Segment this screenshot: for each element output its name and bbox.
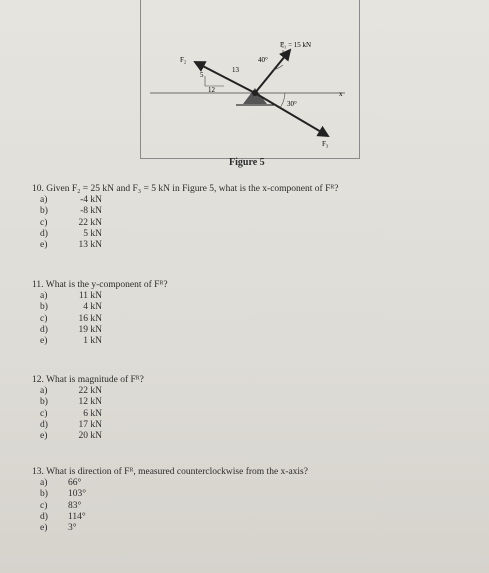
option-list: [40, 478, 308, 534]
f2-label: F₂: [180, 56, 187, 64]
question-13: [32, 467, 308, 534]
question-10: [32, 184, 338, 251]
option-list: [40, 386, 144, 442]
option-c: c) 22 kN: [40, 217, 102, 228]
question-stem: 13. What is direction of Fᴿ, measured counterclockwise from the x-axis?: [32, 467, 308, 477]
option-e: e) 13 kN: [40, 240, 102, 251]
option-c: c) 16 kN: [40, 313, 102, 324]
slope-5-label: 5: [200, 71, 204, 79]
f2-vector: [195, 62, 255, 93]
f3-label: F₃: [322, 140, 329, 148]
figure-caption: Figure 5: [229, 157, 265, 168]
question-stem: 11. What is the y-component of Fᴿ?: [32, 280, 168, 290]
x-axis-label: x: [339, 90, 343, 98]
slope-13-label: 13: [232, 66, 239, 74]
angle-40-label: 40°: [258, 56, 268, 64]
option-d: d) 114°: [40, 511, 86, 522]
option-e: e) 3°: [40, 523, 77, 534]
option-list: [40, 291, 168, 347]
option-list: [40, 195, 338, 251]
f1-label: F₁ = 15 kN: [280, 41, 312, 49]
question-stem: 12. What is magnitude of Fᴿ?: [32, 375, 144, 385]
option-b: b) 103°: [40, 489, 87, 500]
option-b: b) 4 kN: [40, 302, 102, 313]
option-e: e) 1 kN: [40, 336, 102, 347]
option-d: d) 17 kN: [40, 419, 102, 430]
slope-12-label: 12: [208, 86, 215, 94]
option-a: a) 66°: [40, 478, 82, 489]
option-e: e) 20 kN: [40, 431, 102, 442]
question-12: [32, 375, 144, 442]
question-11: [32, 280, 168, 347]
option-a: a) 22 kN: [40, 386, 102, 397]
option-b: b) -8 kN: [40, 206, 102, 217]
option-a: a) -4 kN: [40, 195, 102, 206]
option-c: c) 83°: [40, 500, 82, 511]
option-b: b) 12 kN: [40, 397, 102, 408]
force-diagram: [0, 0, 489, 180]
option-c: c) 6 kN: [40, 408, 102, 419]
option-d: d) 5 kN: [40, 228, 102, 239]
angle-30-label: 30°: [287, 100, 297, 108]
option-d: d) 19 kN: [40, 324, 102, 335]
slope-triangle: [205, 76, 224, 86]
angle-30-arc: [280, 93, 285, 108]
option-a: a) 11 kN: [40, 291, 102, 302]
question-stem: 10. Given F₂ = 25 kN and F₃ = 5 kN in Figure 5, what is the x-component of Fᴿ?: [32, 184, 339, 194]
